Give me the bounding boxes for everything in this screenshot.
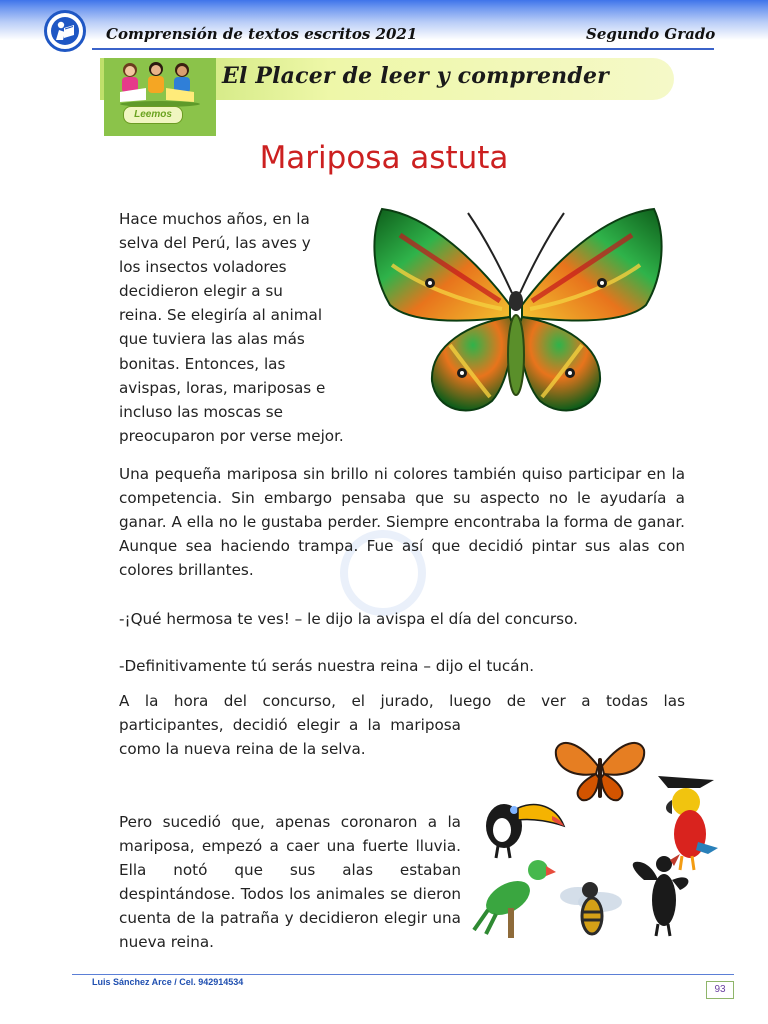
intro-line: bonitas. Entonces, las xyxy=(119,354,286,373)
contest-first-line-text: A la hora del concurso, el jurado, luego de ver a todas las xyxy=(119,692,685,710)
intro-line: avispas, loras, mariposas e xyxy=(119,378,326,397)
story-title: Mariposa astuta xyxy=(259,140,509,176)
intro-line: decidieron elegir a su xyxy=(119,282,283,301)
reading-logo-icon xyxy=(44,10,86,52)
green-parrot-icon xyxy=(474,860,556,938)
toucan-icon xyxy=(486,804,564,858)
paragraph-contest-rest: participantes, decidió elegir a la mariposa como la nueva reina de la selva. xyxy=(119,716,461,759)
leemos-badge: Leemos xyxy=(123,106,183,124)
intro-line: Hace muchos años, en la xyxy=(119,210,310,228)
header-course-title: Comprensión de textos escritos 2021 xyxy=(106,25,418,43)
header-divider xyxy=(92,48,714,50)
intro-line: los insectos voladores xyxy=(119,258,287,277)
page-number: 93 xyxy=(706,981,734,999)
paragraph-contest-first-line xyxy=(119,689,685,713)
footer-author: Luis Sánchez Arce / Cel. 942914534 xyxy=(92,977,244,987)
paragraph-butterfly: Una pequeña mariposa sin brillo ni colores también quiso participar en la competencia. Sin embargo pensaba que su aspecto no le ayudaría a ganar. A ella no le gustaba perder. Siempre encontraba la forma de ganar. Aunque sea haciendo trampa. Fue así que decidió pintar sus alas con colores brillantes. xyxy=(119,465,685,580)
pirate-parrot-icon xyxy=(658,776,718,870)
paragraph-rain: Pero sucedió que, apenas coronaron a la mariposa, empezó a caer una fuerte lluvia. Ella notó que sus alas estaban despintándose. Todos los animales se dieron cuenta de la patraña y decidieron elegir una nueva reina. xyxy=(119,813,461,952)
intro-line: reina. Se elegiría al animal xyxy=(119,306,323,325)
intro-line: que tuviera las alas más xyxy=(119,330,305,349)
dialogue-wasp: -¡Qué hermosa te ves! – le dijo la avispa el día del concurso. xyxy=(119,610,578,628)
intro-line: preocuparon por verse mejor. xyxy=(119,426,344,445)
intro-line: incluso las moscas se xyxy=(119,402,283,421)
banner-title: El Placer de leer y comprender xyxy=(222,63,609,89)
children-reading-icon xyxy=(106,58,214,108)
dialogue-toucan: -Definitivamente tú serás nuestra reina – dijo el tucán. xyxy=(119,657,535,675)
paragraph-intro xyxy=(119,207,389,448)
animals-illustration xyxy=(468,730,730,940)
wasp-icon xyxy=(560,882,622,934)
butterfly-illustration xyxy=(370,205,666,423)
footer-divider xyxy=(72,974,734,975)
intro-line: selva del Perú, las aves y xyxy=(119,234,311,253)
monarch-butterfly-icon xyxy=(556,743,644,800)
header-grade: Segundo Grado xyxy=(586,25,716,43)
